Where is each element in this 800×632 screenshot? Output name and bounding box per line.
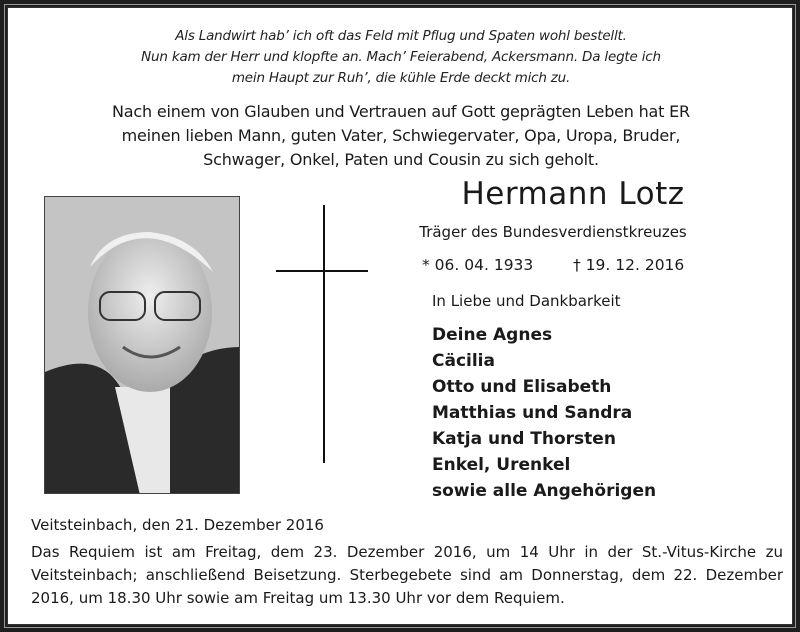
poem xyxy=(8,26,794,89)
intro-line: Nach einem von Glauben und Vertrauen auf Gott geprägten Leben hat ER xyxy=(112,102,690,121)
deceased-award: Träger des Bundesverdienstkreuzes xyxy=(419,223,687,241)
birth-date: * 06. 04. 1933 xyxy=(422,256,534,274)
mourner: sowie alle Angehörigen xyxy=(432,481,657,501)
intro-line: Schwager, Onkel, Paten und Cousin zu sich geholt. xyxy=(203,150,599,169)
mourners-intro: In Liebe und Dankbarkeit xyxy=(432,292,621,310)
intro-text xyxy=(8,100,794,172)
mourner: Cäcilia xyxy=(432,351,495,371)
place-date: Veitsteinbach, den 21. Dezember 2016 xyxy=(31,516,324,534)
death-date: † 19. 12. 2016 xyxy=(573,256,685,274)
poem-line: Als Landwirt hab’ ich oft das Feld mit Pflug und Spaten wohl bestellt. xyxy=(175,28,627,44)
mourner: Otto und Elisabeth xyxy=(432,377,612,397)
mourner: Deine Agnes xyxy=(432,325,553,345)
poem-line: mein Haupt zur Ruh’, die kühle Erde deckt mich zu. xyxy=(231,70,571,86)
mourner: Matthias und Sandra xyxy=(432,403,633,423)
mourner: Katja und Thorsten xyxy=(432,429,616,449)
intro-line: meinen lieben Mann, guten Vater, Schwiegervater, Opa, Uropa, Bruder, xyxy=(121,126,681,145)
mourners-list xyxy=(432,322,656,504)
portrait-photo xyxy=(44,196,240,494)
obituary-notice xyxy=(7,7,793,625)
deceased-name: Hermann Lotz xyxy=(461,176,685,212)
poem-line: Nun kam der Herr und klopfte an. Mach’ Feierabend, Ackersmann. Da legte ich xyxy=(141,49,661,65)
cross-icon-bar xyxy=(276,270,368,272)
mourner: Enkel, Urenkel xyxy=(432,455,571,475)
requiem-info: Das Requiem ist am Freitag, dem 23. Dezember 2016, um 14 Uhr in der St.-Vitus-Kirche zu Veitsteinbach; anschließend Beisetzung. Sterbegebete sind am Donnerstag, dem 22. Dezember 2016, um 18.30 Uhr sowie am Freitag um 13.30 Uhr vor dem Requiem. xyxy=(31,543,783,607)
cross-icon xyxy=(323,205,325,463)
